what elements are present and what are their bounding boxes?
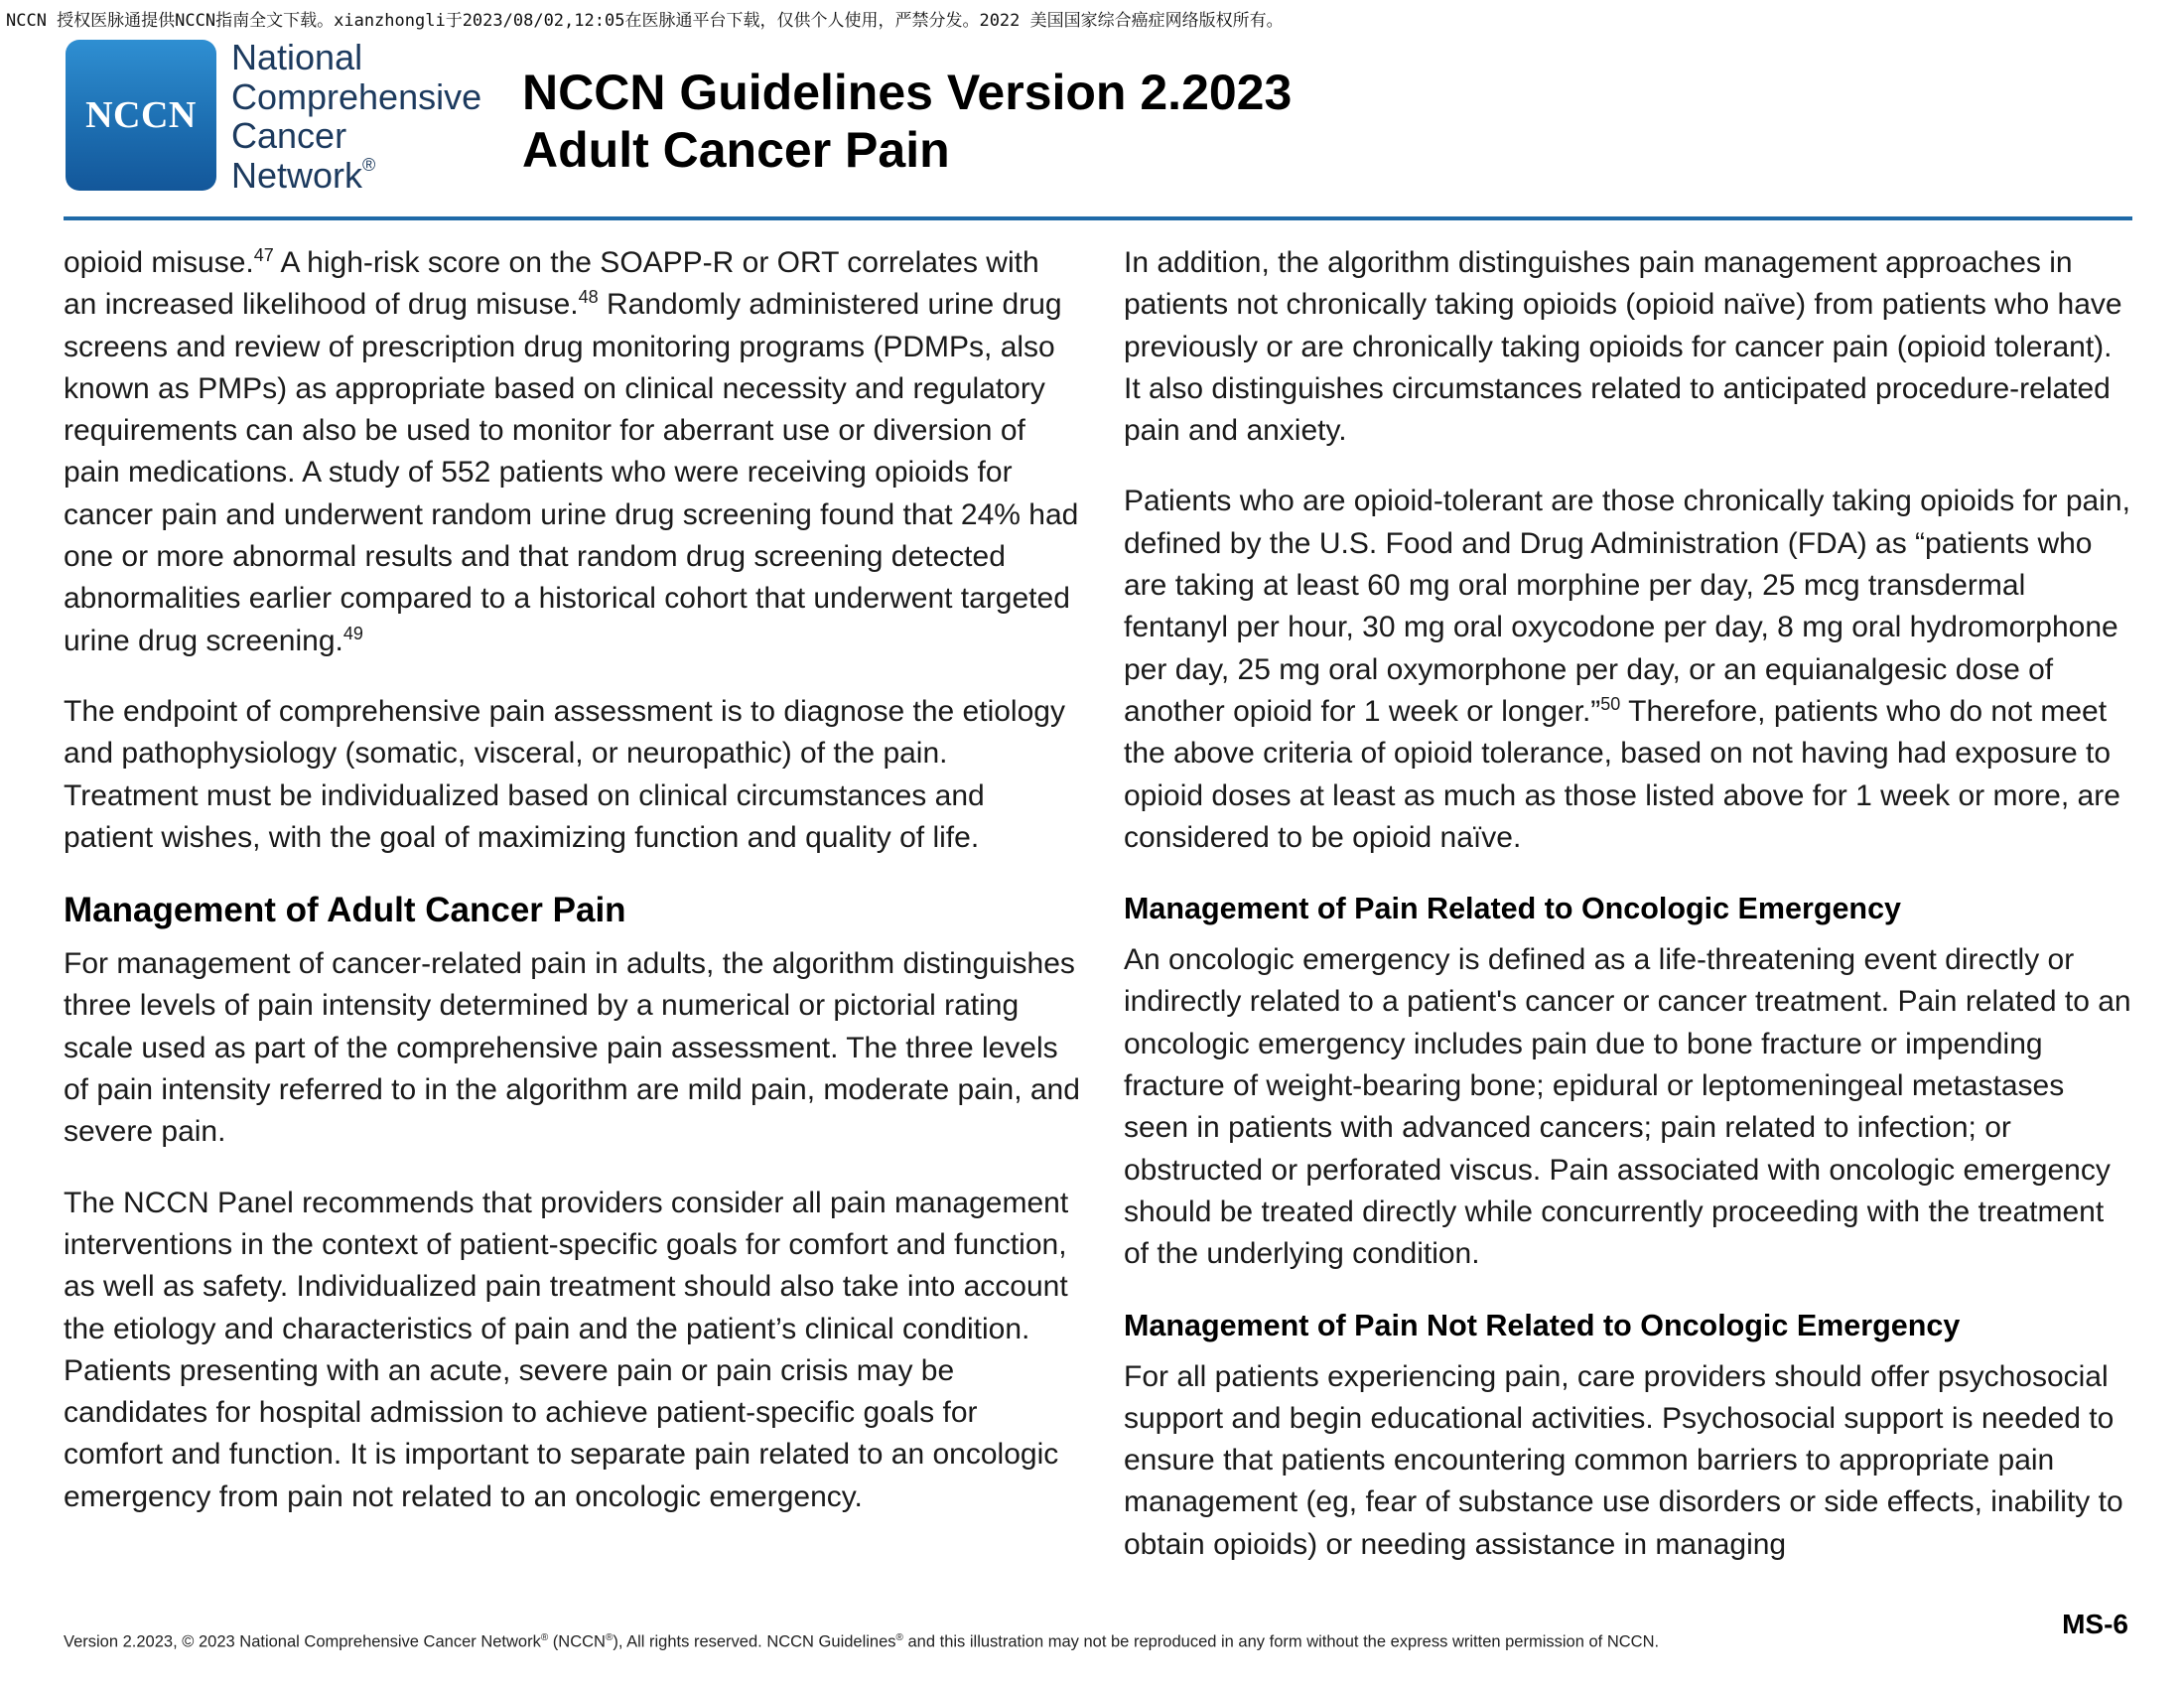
reference-47: 47 xyxy=(253,245,274,265)
paragraph-psychosocial-support: For all patients experiencing pain, care providers should offer psychosocial support and begin educational activities. Psychosocial support is needed to ensure that patients encountering common barriers to appropriate pain management (eg, fear of substance use disorders or side effects, inability to obtain opioids) or needing assistance in managing xyxy=(1124,1359,2123,1561)
heading-not-oncologic-emergency: Management of Pain Not Related to Oncologic Emergency xyxy=(1124,1308,1961,1342)
paragraph-assessment-endpoint: The endpoint of comprehensive pain assessment is to diagnose the etiology and pathophysiology (somatic, visceral, or neuropathic) of the pain. Treatment must be individualized based on clinical circumstances and patient wishes, with the goal of maximizing function and quality of life. xyxy=(64,694,1065,854)
reference-48: 48 xyxy=(578,287,599,308)
text-span: ), All rights reserved. NCCN Guidelines xyxy=(613,1632,896,1651)
org-line-4 xyxy=(231,156,481,196)
title-line-2: Adult Cancer Pain xyxy=(522,122,950,178)
registered-mark: ® xyxy=(895,1632,903,1643)
right-column xyxy=(1124,242,2136,1595)
title-line-1: NCCN Guidelines Version 2.2023 xyxy=(522,65,1293,120)
text-span: Version 2.2023, © 2023 National Comprehensive Cancer Network xyxy=(64,1632,541,1651)
paragraph-opioid-tolerant-definition xyxy=(1124,481,2136,859)
registered-mark: ® xyxy=(362,154,376,175)
reference-49: 49 xyxy=(342,623,363,643)
org-line-1: National xyxy=(231,37,363,77)
heading-management-adult-cancer-pain: Management of Adult Cancer Pain xyxy=(64,891,626,930)
org-line-4-text: Network xyxy=(231,154,363,196)
paragraph-opioid-misuse xyxy=(64,242,1080,662)
text-span: A high-risk score on the SOAPP-R or ORT correlates with an increased likelihood of drug misuse. xyxy=(64,246,1039,322)
copyright-footer xyxy=(64,1632,1659,1652)
reference-50: 50 xyxy=(1600,693,1621,714)
paragraph-oncologic-emergency: An oncologic emergency is defined as a life-threatening event directly or indirectly related to a patient's cancer or cancer treatment. Pain related to an oncologic emergency includes pain due to bone fracture or impending fracture of weight-bearing bone; epidural or leptomeningeal metastases seen in patients with advanced cancers; pain related to infection; or obstructed or perforated viscus. Pain associated with oncologic emergency should be treated directly while concurrently proceeding with the treatment of the underlying condition. xyxy=(1124,943,2131,1271)
heading-oncologic-emergency: Management of Pain Related to Oncologic Emergency xyxy=(1124,892,1901,926)
registered-mark: ® xyxy=(540,1632,549,1643)
text-span: Randomly administered urine drug screens and review of prescription drug monitoring programs (PDMPs, also known as PMPs) as appropriate based on clinical necessity and regulatory requirements can also be used to monitor for aberrant use or diversion of pain medications. A study of 552 patients who were receiving opioids for cancer pain and underwent random urine drug screening found that 24% had one or more abnormal results and that random drug screening detected abnormalities earlier compared to a historical cohort that underwent targeted urine drug screening. xyxy=(64,288,1079,657)
page-number: MS-6 xyxy=(2062,1609,2128,1639)
org-line-2: Comprehensive xyxy=(231,75,482,117)
org-line-3: Cancer xyxy=(231,115,347,156)
download-watermark: NCCN 授权医脉通提供NCCN指南全文下载。xianzhongli于2023/08/02,12:05在医脉通平台下载，仅供个人使用，严禁分发。2022 美国国家综合癌症网络版权所有。 xyxy=(6,11,1284,31)
registered-mark: ® xyxy=(605,1632,614,1643)
logo-text: NCCN xyxy=(85,94,197,136)
text-span: Patients who are opioid-tolerant are those chronically taking opioids for pain, defined by the U.S. Food and Drug Administration (FDA) as “patients who are taking at least 60 mg oral morphine per day, 25 mcg transdermal fentanyl per hour, 30 mg oral oxycodone per day, 8 mg oral hydromorphone per day, 25 mg oral oxymorphone per day, or an equianalgesic dose of another opioid for 1 week or longer.” xyxy=(1124,485,2130,728)
left-column xyxy=(64,242,1080,1547)
paragraph-opioid-naive-tolerant: In addition, the algorithm distinguishes pain management approaches in patients not chronically taking opioids (opioid naïve) from patients who have previously or are chronically taking opioids for cancer pain (opioid tolerant). It also distinguishes circumstances related to anticipated procedure-related pain and anxiety. xyxy=(1124,246,2122,448)
organization-name xyxy=(231,38,481,195)
nccn-logo xyxy=(66,40,216,191)
paragraph-panel-recommendation: The NCCN Panel recommends that providers consider all pain management interventions in the context of patient-specific goals for comfort and function, as well as safety. Individualized pain treatment should also take into account the etiology and characteristics of pain and the patient’s clinical condition. Patients presenting with an acute, severe pain or pain crisis may be candidates for hospital admission to achieve patient-specific goals for comfort and function. It is important to separate pain related to an oncologic emergency from pain not related to an oncologic emergency. xyxy=(64,1186,1069,1513)
text-span: and this illustration may not be reproduced in any form without the express written permission of NCCN. xyxy=(902,1632,1660,1651)
text-span: Therefore, patients who do not meet the above criteria of opioid tolerance, based on not having had exposure to opioid doses at least as much as those listed above for 1 week or more, are considered to be opioid naïve. xyxy=(1124,694,2120,854)
text-span: (NCCN xyxy=(548,1632,606,1651)
page-title xyxy=(522,64,1292,179)
header-divider xyxy=(64,216,2132,220)
paragraph-pain-intensity-levels: For management of cancer-related pain in adults, the algorithm distinguishes three levels of pain intensity determined by a numerical or pictorial rating scale used as part of the comprehensive pain assessment. The three levels of pain intensity referred to in the algorithm are mild pain, moderate pain, and severe pain. xyxy=(64,947,1080,1149)
text-span: opioid misuse. xyxy=(64,246,254,279)
